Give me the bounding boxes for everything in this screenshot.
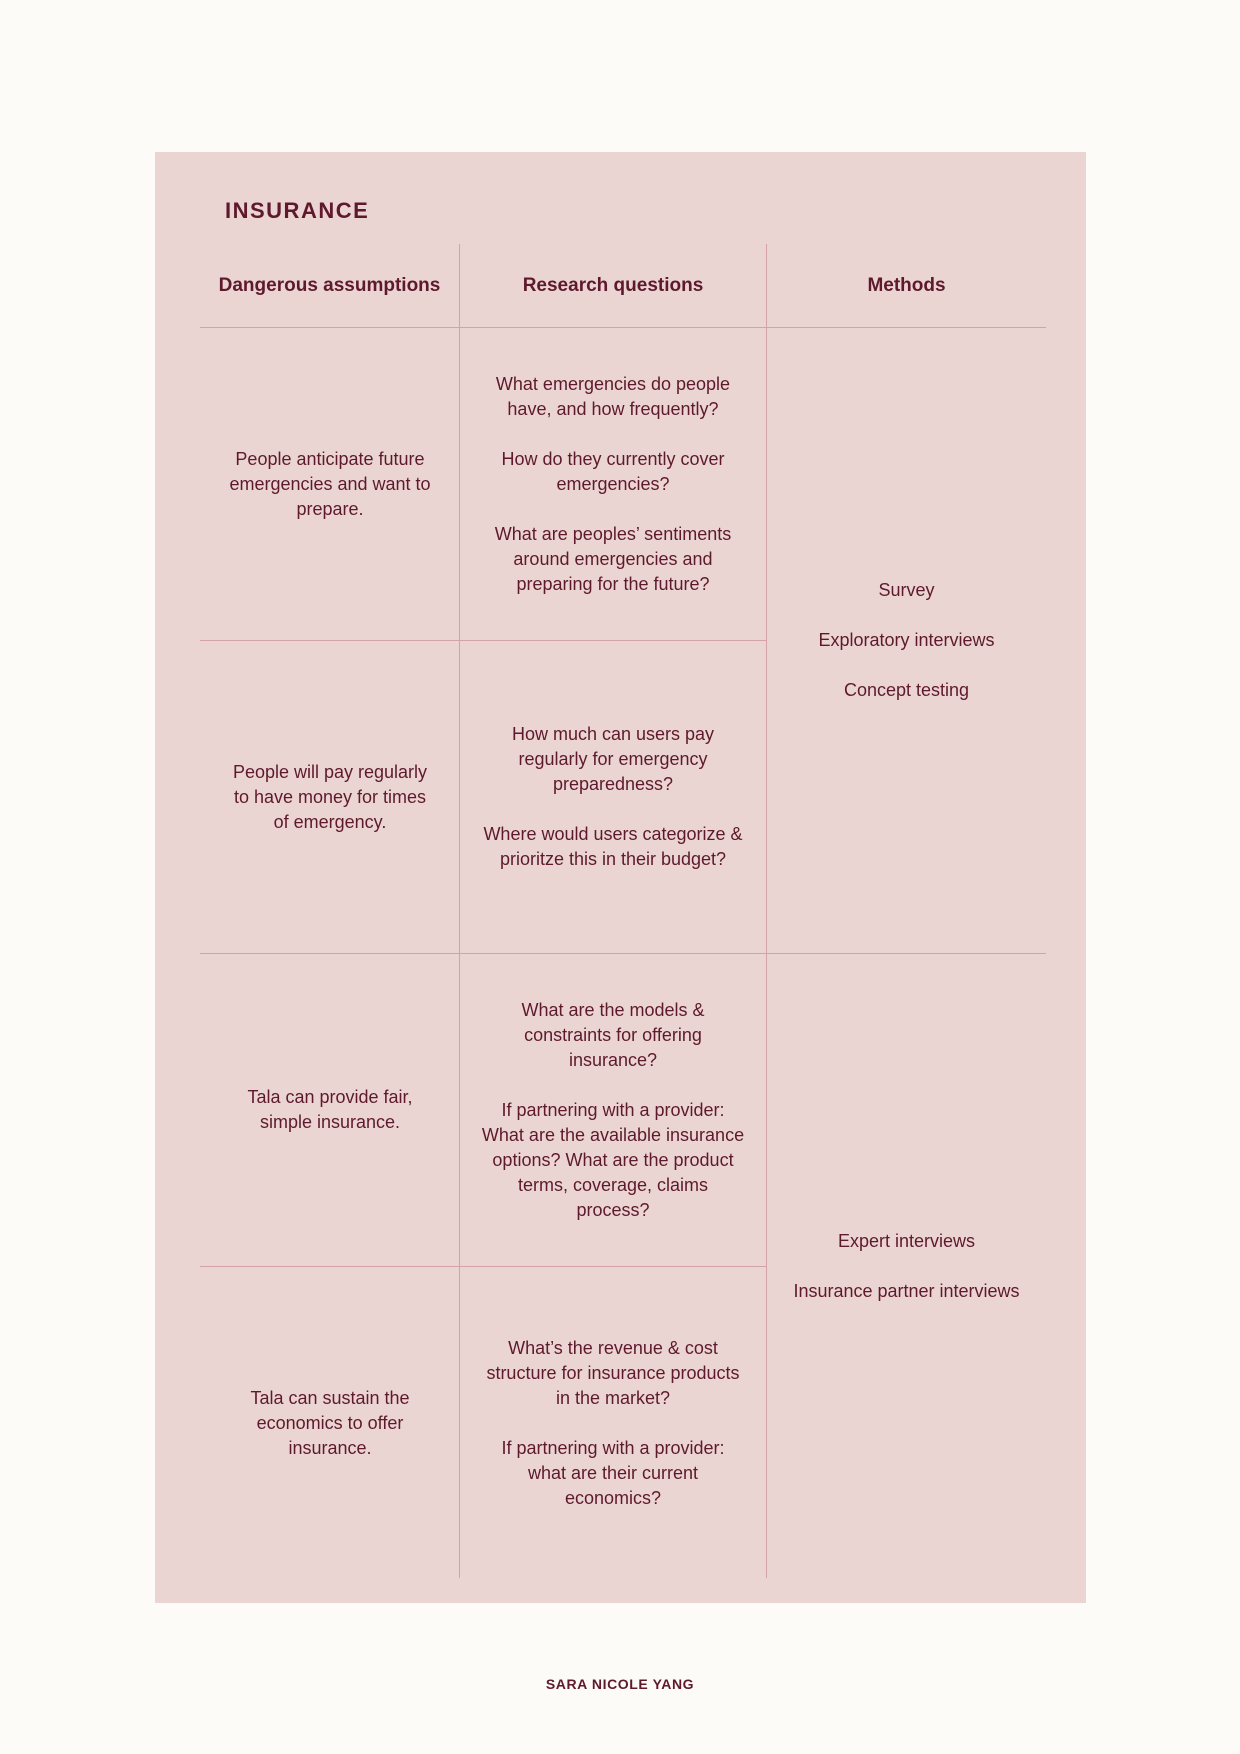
question-text: If partnering with a provider: What are the available insurance options? What are the product terms, coverage, claims process? <box>481 1099 745 1220</box>
method-item: Survey <box>878 580 935 600</box>
questions-cell <box>470 641 756 953</box>
assumption-text: Tala can sustain the economics to offer insurance. <box>250 1387 410 1458</box>
header-methods: Methods <box>867 275 946 296</box>
question-text: What’s the revenue & cost structure for insurance products in the market? <box>486 1337 740 1408</box>
question-text: What emergencies do people have, and how frequently? <box>495 373 731 419</box>
header-assumptions: Dangerous assumptions <box>218 275 441 296</box>
method-item: Insurance partner interviews <box>793 1281 1020 1301</box>
question-text: What are peoples’ sentiments around emergencies and preparing for the future? <box>494 523 732 594</box>
questions-cell <box>470 328 756 640</box>
questions-cell <box>470 1267 756 1579</box>
assumption-text: People will pay regularly to have money for times of emergency. <box>232 761 428 832</box>
assumption-cell <box>225 1267 435 1579</box>
assumption-cell <box>225 328 435 640</box>
column-divider-1 <box>459 244 460 1578</box>
question-text: Where would users categorize & prioritze this in their budget? <box>483 824 743 869</box>
question-text: What are the models & constraints for offering insurance? <box>521 999 705 1070</box>
methods-cell <box>767 328 1046 953</box>
assumption-cell <box>225 954 435 1266</box>
author-footer: SARA NICOLE YANG <box>545 1676 695 1692</box>
assumption-text: People anticipate future emergencies and want to prepare. <box>229 448 431 519</box>
assumption-cell <box>225 641 435 953</box>
questions-cell <box>470 954 756 1266</box>
question-text: How do they currently cover emergencies? <box>501 448 725 494</box>
assumption-text: Tala can provide fair, simple insurance. <box>247 1087 413 1132</box>
question-text: If partnering with a provider: what are their current economics? <box>501 1437 725 1508</box>
method-item: Exploratory interviews <box>818 630 995 650</box>
insurance-card <box>155 152 1086 1603</box>
methods-cell <box>767 954 1046 1579</box>
question-text: How much can users pay regularly for emergency preparedness? <box>511 724 715 794</box>
method-item: Expert interviews <box>837 1231 976 1251</box>
method-item: Concept testing <box>843 680 970 700</box>
header-research-questions: Research questions <box>522 275 704 296</box>
section-title: INSURANCE <box>225 198 370 223</box>
